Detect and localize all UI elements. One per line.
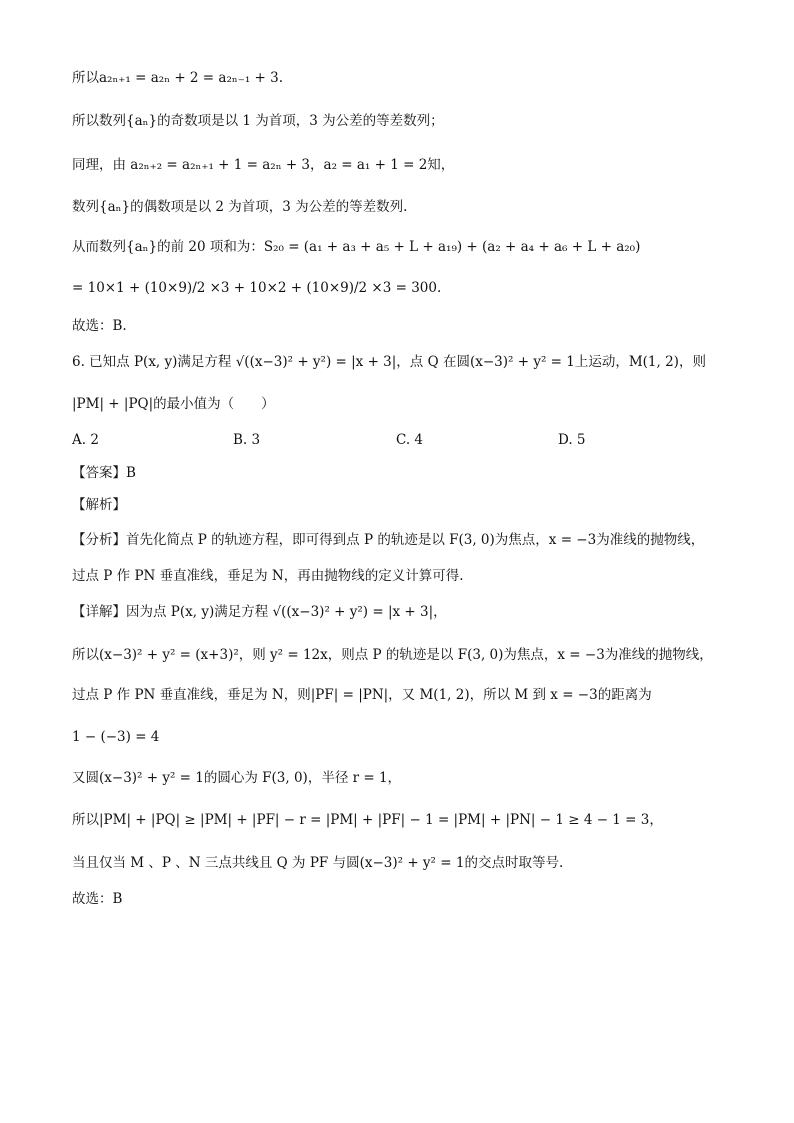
text-line: 当且仅当 M 、P 、N 三点共线且 Q 为 PF 与圆(x−3)² + y² = 1的交点时取等号. bbox=[72, 855, 564, 871]
text-line: 【分析】首先化简点 P 的轨迹方程，即可得到点 P 的轨迹是以 F(3, 0)为焦点，x = −3为准线的抛物线， bbox=[72, 532, 705, 548]
choice-c: C. 4 bbox=[396, 432, 424, 448]
choice-b: B. 3 bbox=[233, 432, 261, 448]
text-line: 所以(x−3)² + y² = (x+3)²，则 y² = 12x，则点 P 的轨迹是以 F(3, 0)为焦点，x = −3为准线的抛物线， bbox=[72, 647, 713, 663]
text-line: 故选：B. bbox=[72, 318, 127, 334]
text-line: 所以数列{aₙ}的奇数项是以 1 为首项，3 为公差的等差数列； bbox=[72, 113, 444, 129]
question-stem-continued: |PM| + |PQ|的最小值为（ ） bbox=[72, 396, 275, 412]
text-line: 过点 P 作 PN 垂直准线，垂足为 N，再由抛物线的定义计算可得. bbox=[72, 568, 464, 584]
choice-a: A. 2 bbox=[72, 432, 99, 448]
text-line: 所以a₂ₙ₊₁ = a₂ₙ + 2 = a₂ₙ₋₁ + 3. bbox=[72, 70, 284, 86]
text-line: = 10×1 + (10×9)/2 ×3 + 10×2 + (10×9)/2 ×3 = 300. bbox=[72, 280, 442, 296]
text-line: 从而数列{aₙ}的前 20 项和为：S₂₀ = (a₁ + a₃ + a₅ + L + a₁₉) + (a₂ + a₄ + a₆ + L + a₂₀) bbox=[72, 239, 641, 255]
text-line: 【详解】因为点 P(x, y)满足方程 √((x−3)² + y²) = |x + 3|， bbox=[72, 604, 447, 620]
text-line: 过点 P 作 PN 垂直准线，垂足为 N，则|PF| = |PN|，又 M(1, 2)，所以 M 到 x = −3的距离为 bbox=[72, 687, 652, 703]
question-stem: 6. 已知点 P(x, y)满足方程 √((x−3)² + y²) = |x + 3|，点 Q 在圆(x−3)² + y² = 1上运动，M(1, 2)，则 bbox=[72, 354, 706, 370]
answer-line: 【答案】B bbox=[72, 465, 136, 481]
text-line: 数列{aₙ}的偶数项是以 2 为首项，3 为公差的等差数列. bbox=[72, 199, 408, 215]
text-line: 同理，由 a₂ₙ₊₂ = a₂ₙ₊₁ + 1 = a₂ₙ + 3，a₂ = a₁ + 1 = 2知， bbox=[72, 157, 455, 173]
text-line: 故选：B bbox=[72, 891, 123, 907]
text-line: 所以|PM| + |PQ| ≥ |PM| + |PF| − r = |PM| + |PF| − 1 = |PM| + |PN| − 1 ≥ 4 − 1 = 3， bbox=[72, 812, 663, 828]
text-line: 1 − (−3) = 4 bbox=[72, 729, 160, 745]
text-line: 又圆(x−3)² + y² = 1的圆心为 F(3, 0)，半径 r = 1， bbox=[72, 770, 402, 786]
analysis-label: 【解析】 bbox=[72, 497, 126, 513]
choice-d: D. 5 bbox=[558, 432, 586, 448]
